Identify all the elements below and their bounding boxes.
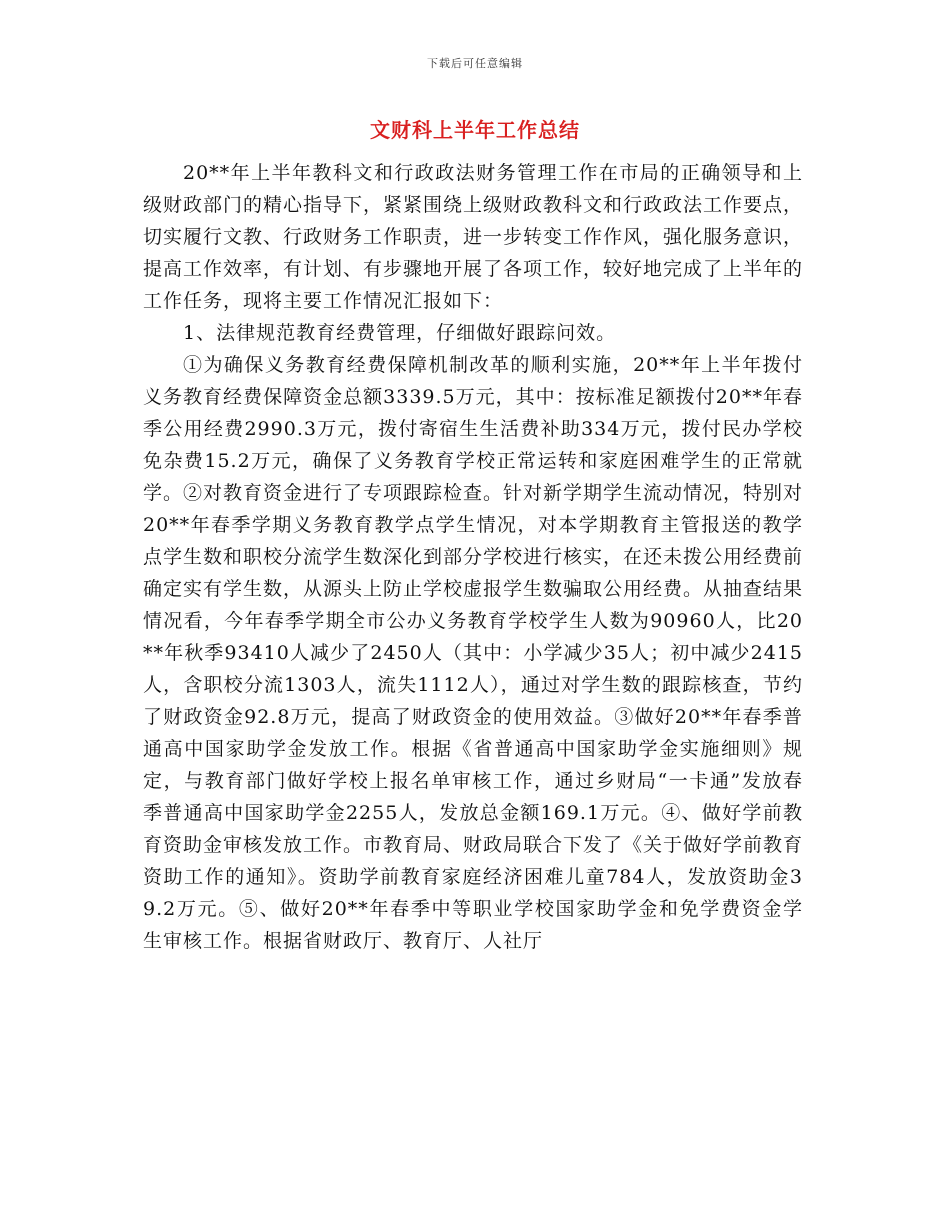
header-note: 下载后可任意编辑 bbox=[427, 57, 523, 70]
document-body bbox=[143, 157, 803, 957]
intro-paragraph: 20**年上半年教科文和行政政法财务管理工作在市局的正确领导和上级财政部门的精心指导下，紧紧围绕上级财政教科文和行政政法工作要点，切实履行文教、行政财务工作职责，进一步转变工作作风，强化服务意识，提高工作效率，有计划、有步骤地开展了各项工作，较好地完成了上半年的工作任务，现将主要工作情况汇报如下： bbox=[143, 162, 804, 312]
document-title: 文财科上半年工作总结 bbox=[370, 118, 580, 142]
section-1-paragraph: ①为确保义务教育经费保障机制改革的顺利实施，20**年上半年拨付义务教育经费保障资金总额3339.5万元，其中：按标准足额拨付20**年春季公用经费2990.3万元，拨付寄宿生生活费补助334万元，拨付民办学校免杂费15.2万元，确保了义务教育学校正常运转和家庭困难学生的正常就学。②对教育资金进行了专项跟踪检查。针对新学期学生流动情况，特别对20**年春季学期义务教育教学点学生情况，对本学期教育主管报送的教学点学生数和职校分流学生数深化到部分学校进行核实，在还未拨公用经费前确定实有学生数，从源头上防止学校虚报学生数骗取公用经费。从抽查结果情况看，今年春季学期全市公办义务教育学校学生人数为90960人，比20**年秋季93410人减少了2450人（其中：小学减少35人；初中减少2415人，含职校分流1303人，流失1112人），通过对学生数的跟踪核查，节约了财政资金92.8万元，提高了财政资金的使用效益。③做好20**年春季普通高中国家助学金发放工作。根据《省普通高中国家助学金实施细则》规定，与教育部门做好学校上报名单审核工作，通过乡财局“一卡通”发放春季普通高中国家助学金2255人，发放总金额169.1万元。④、做好学前教育资助金审核发放工作。市教育局、财政局联合下发了《关于做好学前教育资助工作的通知》。资助学前教育家庭经济困难儿童784人，发放资助金39.2万元。⑤、做好20**年春季中等职业学校国家助学金和免学费资金学生审核工作。根据省财政厅、教育厅、人社厅 bbox=[143, 354, 804, 952]
section-heading-1: 1、法律规范教育经费管理，仔细做好跟踪问效。 bbox=[183, 322, 617, 344]
